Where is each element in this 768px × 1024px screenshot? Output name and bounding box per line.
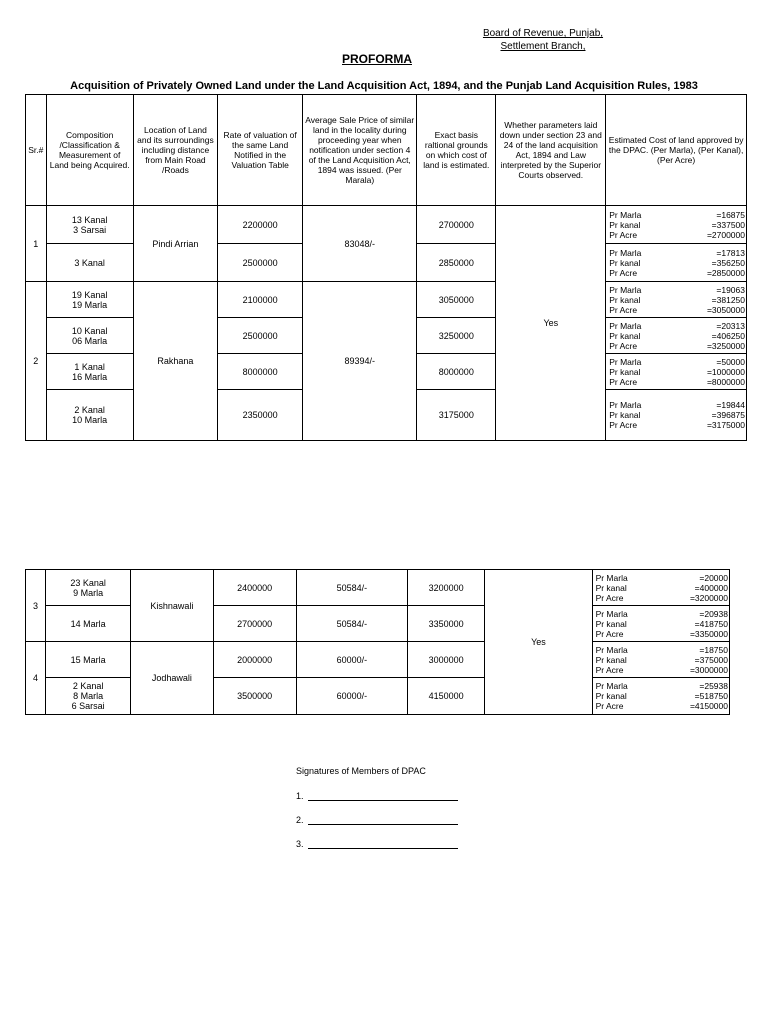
rate-cell: 2100000 xyxy=(218,282,303,318)
cost-label: Pr Acre xyxy=(609,420,638,430)
composition-line: 19 Marla xyxy=(72,299,108,310)
cost-value: =19063 xyxy=(716,284,745,295)
composition-cell xyxy=(46,244,133,282)
cost-line xyxy=(606,410,746,420)
col-header-sr: Sr.# xyxy=(26,95,47,206)
cost-value: =418750 xyxy=(694,618,728,629)
cost-value: =18750 xyxy=(699,644,728,655)
cost-line xyxy=(606,285,746,295)
estimated-cost-cell xyxy=(606,206,747,244)
cost-label: Pr Marla xyxy=(595,608,628,619)
cost-value: =406250 xyxy=(711,330,745,341)
cost-value: =396875 xyxy=(711,410,745,420)
cost-label: Pr Marla xyxy=(609,356,642,367)
basis-cell: 3200000 xyxy=(408,570,485,606)
estimated-cost-cell xyxy=(606,354,747,390)
cost-line xyxy=(606,220,746,230)
rate-cell: 2350000 xyxy=(218,390,303,441)
rate-cell: 8000000 xyxy=(218,354,303,390)
location-cell: Pindi Arrian xyxy=(133,206,217,282)
cost-value: =3200000 xyxy=(689,592,728,603)
signature-line-2: 2. xyxy=(296,815,458,825)
cost-label: Pr Acre xyxy=(595,592,624,603)
cost-value: =19844 xyxy=(716,400,745,410)
rate-cell: 2700000 xyxy=(213,606,296,642)
table-row xyxy=(26,282,747,318)
col-header-basis: Exact basis raltional grounds on which cost of land is estimated. xyxy=(417,95,496,206)
cost-label: Pr Acre xyxy=(609,340,638,351)
cost-label: Pr Acre xyxy=(609,229,638,240)
cost-value: =381250 xyxy=(711,294,745,305)
cost-line xyxy=(593,701,729,711)
average-price-cell: 60000/- xyxy=(296,678,407,715)
cost-line xyxy=(606,258,746,268)
header-board: Board of Revenue, Punjab, xyxy=(482,28,604,39)
composition-line: 6 Sarsai xyxy=(71,701,105,711)
basis-cell: 3050000 xyxy=(417,282,496,318)
cost-label: Pr Acre xyxy=(609,376,638,387)
cost-value: =356250 xyxy=(711,257,745,268)
average-price-cell: 83048/- xyxy=(303,206,417,282)
cost-label: Pr kanal xyxy=(609,219,641,230)
cost-value: =3000000 xyxy=(689,664,728,675)
composition-line: 3 Kanal xyxy=(74,257,105,268)
proforma-heading: PROFORMA xyxy=(342,52,412,66)
estimated-cost-cell xyxy=(606,318,747,354)
composition-line: 14 Marla xyxy=(70,618,106,629)
composition-cell xyxy=(46,318,133,354)
composition-line: 19 Kanal xyxy=(71,289,108,300)
cost-label: Pr Acre xyxy=(595,664,624,675)
cost-line xyxy=(593,681,729,691)
cost-label: Pr Acre xyxy=(609,304,638,315)
rate-cell: 2200000 xyxy=(218,206,303,244)
cost-label: Pr kanal xyxy=(595,654,627,665)
rate-cell: 3500000 xyxy=(213,678,296,715)
table-row xyxy=(26,570,730,606)
cost-label: Pr Acre xyxy=(609,267,638,278)
composition-line: 16 Marla xyxy=(72,371,108,382)
cost-line xyxy=(606,210,746,220)
estimated-cost-cell xyxy=(592,678,729,715)
location-cell: Jodhawali xyxy=(131,642,213,715)
cost-label: Pr Marla xyxy=(609,284,642,295)
cost-line xyxy=(606,357,746,367)
estimated-cost-cell xyxy=(606,282,747,318)
cost-value: =25938 xyxy=(699,681,728,691)
location-cell: Rakhana xyxy=(133,282,217,441)
cost-label: Pr Acre xyxy=(595,628,624,639)
cost-value: =3250000 xyxy=(706,340,745,351)
cost-line xyxy=(606,268,746,278)
average-price-cell: 50584/- xyxy=(296,606,407,642)
estimated-cost-cell xyxy=(592,570,729,606)
composition-line: 15 Marla xyxy=(70,654,106,665)
cost-value: =2850000 xyxy=(706,267,745,278)
basis-cell: 4150000 xyxy=(408,678,485,715)
parameters-observed-cell: Yes xyxy=(485,570,592,715)
cost-value: =2700000 xyxy=(706,229,745,240)
signatures-title: Signatures of Members of DPAC xyxy=(296,766,426,776)
basis-cell: 2700000 xyxy=(417,206,496,244)
composition-cell xyxy=(46,606,131,642)
location-cell: Kishnawali xyxy=(131,570,213,642)
cost-label: Pr Marla xyxy=(609,320,642,331)
col-header-estimated-cost: Estimated Cost of land approved by the DPAC. (Per Marla), (Per Kanal), (Per Acre) xyxy=(606,95,747,206)
sr-cell: 4 xyxy=(26,642,46,715)
estimated-cost-cell xyxy=(592,642,729,678)
cost-label: Pr kanal xyxy=(595,691,627,701)
sr-cell: 1 xyxy=(26,206,47,282)
rate-cell: 2400000 xyxy=(213,570,296,606)
cost-line xyxy=(593,629,729,639)
cost-label: Pr kanal xyxy=(609,366,641,377)
signature-line-3: 3. xyxy=(296,839,458,849)
header-branch: Settlement Branch, xyxy=(500,41,586,52)
composition-line: 10 Kanal xyxy=(71,325,108,336)
estimated-cost-cell xyxy=(606,390,747,441)
col-header-location: Location of Land and its surroundings including distance from Main Road /Roads xyxy=(133,95,217,206)
table-row xyxy=(26,206,747,244)
composition-line: 1 Kanal xyxy=(74,361,105,372)
basis-cell: 2850000 xyxy=(417,244,496,282)
basis-cell: 8000000 xyxy=(417,354,496,390)
cost-line xyxy=(606,367,746,377)
composition-cell xyxy=(46,678,131,715)
cost-value: =3175000 xyxy=(706,420,745,430)
cost-line xyxy=(606,230,746,240)
cost-line xyxy=(593,619,729,629)
composition-line: 23 Kanal xyxy=(70,577,106,588)
cost-value: =4150000 xyxy=(689,701,728,711)
composition-cell xyxy=(46,570,131,606)
document-title: Acquisition of Privately Owned Land under the Land Acquisition Act, 1894, and the Punjab Land Acquisition Rules, 1983 xyxy=(70,80,698,92)
cost-label: Pr Marla xyxy=(595,681,628,691)
cost-line xyxy=(593,655,729,665)
sr-cell: 2 xyxy=(26,282,47,441)
cost-label: Pr Acre xyxy=(595,701,624,711)
col-header-composition: Composition /Classification & Measurement of Land being Acquired. xyxy=(46,95,133,206)
cost-line xyxy=(593,691,729,701)
cost-label: Pr kanal xyxy=(609,257,641,268)
cost-value: =17813 xyxy=(716,247,745,258)
cost-label: Pr Marla xyxy=(609,247,642,258)
cost-line xyxy=(606,331,746,341)
cost-label: Pr Marla xyxy=(595,572,628,583)
cost-value: =16875 xyxy=(716,209,745,220)
signature-line-1: 1. xyxy=(296,791,458,801)
cost-label: Pr kanal xyxy=(595,582,627,593)
cost-value: =337500 xyxy=(711,219,745,230)
cost-line xyxy=(593,583,729,593)
cost-line xyxy=(593,573,729,583)
composition-cell xyxy=(46,390,133,441)
composition-cell xyxy=(46,354,133,390)
composition-line: 13 Kanal xyxy=(71,214,108,225)
cost-line xyxy=(606,295,746,305)
composition-cell xyxy=(46,282,133,318)
cost-line xyxy=(606,321,746,331)
cost-line xyxy=(606,305,746,315)
composition-cell xyxy=(46,206,133,244)
basis-cell: 3175000 xyxy=(417,390,496,441)
cost-value: =518750 xyxy=(694,691,728,701)
cost-line xyxy=(593,645,729,655)
composition-line: 10 Marla xyxy=(72,415,108,425)
rate-cell: 2500000 xyxy=(218,244,303,282)
basis-cell: 3000000 xyxy=(408,642,485,678)
cost-value: =375000 xyxy=(694,654,728,665)
composition-line: 06 Marla xyxy=(72,335,108,346)
basis-cell: 3350000 xyxy=(408,606,485,642)
cost-value: =50000 xyxy=(716,356,745,367)
rate-cell: 2500000 xyxy=(218,318,303,354)
cost-label: Pr Marla xyxy=(609,209,642,220)
cost-label: Pr kanal xyxy=(609,294,641,305)
cost-value: =1000000 xyxy=(706,366,745,377)
average-price-cell: 60000/- xyxy=(296,642,407,678)
cost-value: =20313 xyxy=(716,320,745,331)
cost-line xyxy=(606,377,746,387)
table-header-row xyxy=(26,95,747,206)
basis-cell: 3250000 xyxy=(417,318,496,354)
cost-value: =3050000 xyxy=(706,304,745,315)
cost-line xyxy=(606,400,746,410)
cost-value: =20000 xyxy=(699,572,728,583)
cost-label: Pr Marla xyxy=(595,644,628,655)
cost-label: Pr kanal xyxy=(609,330,641,341)
composition-line: 8 Marla xyxy=(73,691,104,701)
col-header-rate: Rate of valuation of the same Land Notified in the Valuation Table xyxy=(218,95,303,206)
composition-line: 9 Marla xyxy=(73,587,104,598)
cost-line xyxy=(606,420,746,430)
estimated-cost-cell xyxy=(592,606,729,642)
cost-line xyxy=(593,665,729,675)
table-row xyxy=(26,642,730,678)
parameters-observed-cell: Yes xyxy=(496,206,606,441)
col-header-average-price: Average Sale Price of similar land in the locality during proceeding year when notification under section 4 of the Land Acquisition Act, 1894 was issued. (Per Marala) xyxy=(303,95,417,206)
acquisition-table-1 xyxy=(25,94,747,441)
cost-line xyxy=(606,248,746,258)
cost-value: =8000000 xyxy=(706,376,745,387)
average-price-cell: 50584/- xyxy=(296,570,407,606)
cost-line xyxy=(606,341,746,351)
cost-label: Pr kanal xyxy=(609,410,641,420)
composition-line: 2 Kanal xyxy=(72,681,104,691)
average-price-cell: 89394/- xyxy=(303,282,417,441)
estimated-cost-cell xyxy=(606,244,747,282)
acquisition-table-2 xyxy=(25,569,730,715)
header-office xyxy=(440,27,646,53)
composition-line: 2 Kanal xyxy=(74,405,105,415)
cost-value: =400000 xyxy=(694,582,728,593)
rate-cell: 2000000 xyxy=(213,642,296,678)
composition-cell xyxy=(46,642,131,678)
cost-label: Pr kanal xyxy=(595,618,627,629)
cost-label: Pr Marla xyxy=(609,400,642,410)
cost-value: =3350000 xyxy=(689,628,728,639)
cost-line xyxy=(593,609,729,619)
cost-line xyxy=(593,593,729,603)
col-header-parameters: Whether parameters laid down under section 23 and 24 of the land acquisition Act, 1894 and Law interpreted by the Superior Courts observed. xyxy=(496,95,606,206)
cost-value: =20938 xyxy=(699,608,728,619)
composition-line: 3 Sarsai xyxy=(73,224,107,235)
sr-cell: 3 xyxy=(26,570,46,642)
